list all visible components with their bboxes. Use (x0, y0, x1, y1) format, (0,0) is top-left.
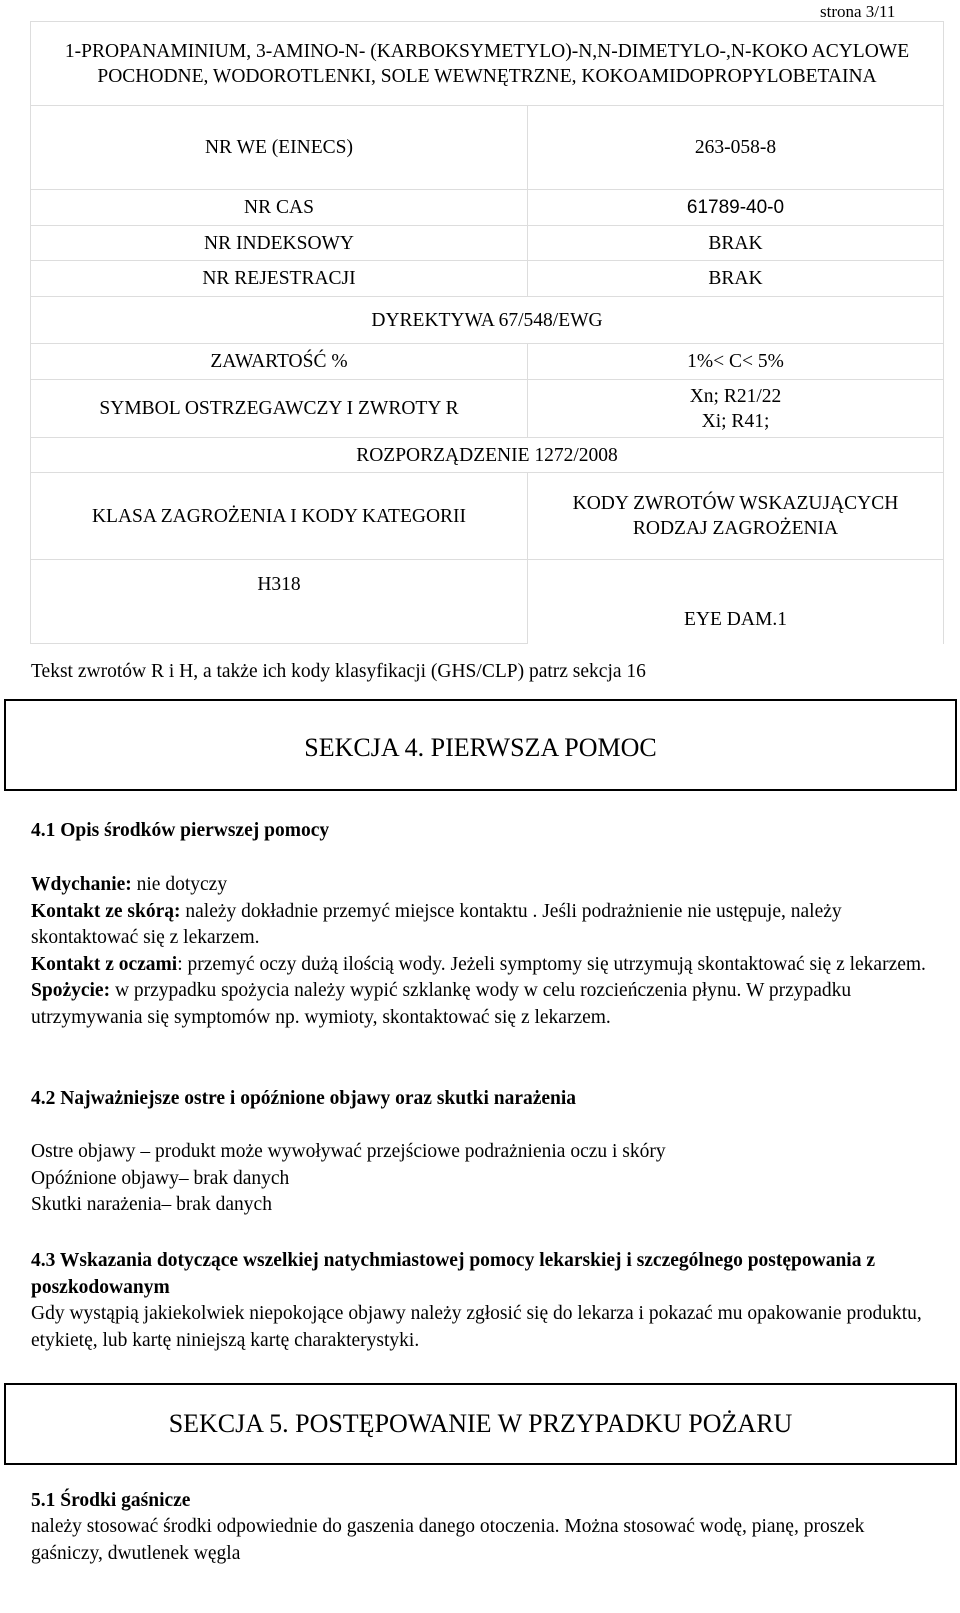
eye-text: : przemyć oczy dużą ilością wody. Jeżeli symptomy się utrzymują skontaktować się z lekarzem. (177, 953, 926, 975)
content-label: ZAWARTOŚĆ % (31, 344, 528, 380)
s42-line-1: Ostre objawy – produkt może wywoływać przejściowe podrażnienia oczu i skóry (31, 1141, 666, 1162)
content-value: 1%< C< 5% (528, 344, 944, 380)
s43-title: 4.3 Wskazania dotyczące wszelkiej natychmiastowej pomocy lekarskiej i szczególnego postępowania z poszkodowanym (31, 1250, 875, 1298)
inhalation-text: nie dotyczy (131, 874, 228, 895)
skin-line (31, 899, 936, 952)
s43-text: Gdy wystąpią jakiekolwiek niepokojące objawy należy zgłosić się do lekarza i pokazać mu opakowanie produktu, etykietę, lub kartę niniejszą kartę charakterystyki. (31, 1303, 922, 1351)
s51-title: 5.1 Środki gaśnicze (31, 1490, 191, 1511)
section5-header (4, 1383, 957, 1465)
page-number: strona 3/11 (820, 2, 896, 21)
ingestion-text: w przypadku spożycia należy wypić szklankę wody w celu rozcieńczenia płynu. W przypadku utrzymywania się symptomów np. wymioty, skontaktować się z lekarzem. (31, 980, 852, 1028)
symbol-value (528, 380, 944, 438)
s41-body (31, 872, 936, 1031)
skin-label: Kontakt ze skórą: (31, 900, 181, 922)
class-label: KLASA ZAGROŻENIA I KODY KATEGORII (31, 473, 528, 560)
section5-title: SEKCJA 5. POSTĘPOWANIE W PRZYPADKU POŻARU (168, 1409, 793, 1438)
inhalation-label: Wdychanie: (31, 874, 132, 895)
substance-title: 1-PROPANAMINIUM, 3-AMINO-N- (KARBOKSYMETYLO)-N,N-DIMETYLO-,N-KOKO ACYLOWE POCHODNE, WODOROTLENKI, SOLE WEWNĘTRZNE, KOKOAMIDOPROPYLOBETAINA (31, 22, 944, 106)
classification-note: Tekst zwrotów R i H, a także ich kody klasyfikacji (GHS/CLP) patrz sekcja 16 (31, 661, 646, 682)
hazard-category: EYE DAM.1 (528, 560, 944, 644)
index-label: NR INDEKSOWY (31, 226, 528, 261)
s51-text: należy stosować środki odpowiednie do gaszenia danego otoczenia. Można stosować wodę, pianę, proszek gaśniczy, dwutlenek węgla (31, 1516, 865, 1564)
s42-line-2: Opóźnione objawy– brak danych (31, 1167, 290, 1189)
s42-title: 4.2 Najważniejsze ostre i opóźnione objawy oraz skutki narażenia (31, 1088, 577, 1109)
symbol-value-2: Xi; R41; (701, 410, 770, 432)
inhalation-line (31, 872, 936, 899)
ec-value: 263-058-8 (528, 106, 944, 190)
section4-header (4, 699, 957, 791)
cas-value: 61789-40-0 (528, 190, 944, 226)
cas-label: NR CAS (31, 190, 528, 226)
ingestion-label: Spożycie: (31, 980, 111, 1001)
s42-line-3: Skutki narażenia– brak danych (31, 1194, 272, 1215)
ec-label: NR WE (EINECS) (31, 106, 528, 190)
substance-table (30, 21, 944, 644)
ingestion-line (31, 978, 936, 1031)
section4-title: SEKCJA 4. PIERWSZA POMOC (304, 733, 657, 762)
eye-label: Kontakt z oczami (31, 953, 178, 975)
s41-title: 4.1 Opis środków pierwszej pomocy (31, 820, 330, 841)
index-value: BRAK (528, 226, 944, 261)
regulation-heading: ROZPORZĄDZENIE 1272/2008 (31, 438, 944, 473)
reg-label: NR REJESTRACJI (31, 261, 528, 297)
symbol-value-1: Xn; R21/22 (689, 385, 782, 407)
skin-text: należy dokładnie przemyć miejsce kontaktu . Jeśli podrażnienie nie ustępuje, należy skontaktować się z lekarzem. (31, 900, 842, 948)
directive-heading: DYREKTYWA 67/548/EWG (31, 297, 944, 344)
s42-body (31, 1139, 936, 1219)
h-code: H318 (31, 560, 528, 644)
eye-line (31, 952, 936, 979)
symbol-label: SYMBOL OSTRZEGAWCZY I ZWROTY R (31, 380, 528, 438)
hazard-codes-label: KODY ZWROTÓW WSKAZUJĄCYCH RODZAJ ZAGROŻENIA (528, 473, 944, 560)
reg-value: BRAK (528, 261, 944, 297)
